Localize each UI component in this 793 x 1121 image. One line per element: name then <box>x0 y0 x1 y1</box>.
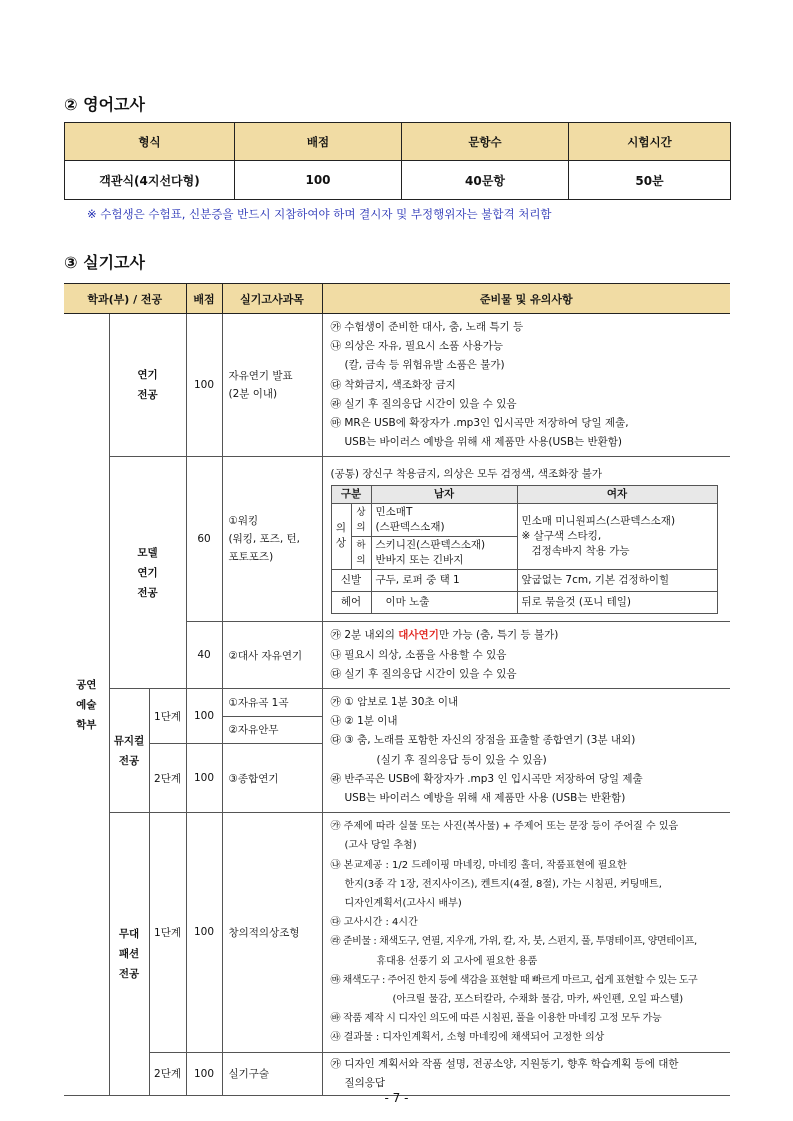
subject-musical-1b: ②자유안무 <box>222 716 322 743</box>
subject-model-walking: ①워킹 (워킹, 포즈, 턴, 포토포즈) <box>222 457 322 622</box>
cell-format: 객관식(4지선다형) <box>65 161 235 200</box>
inner-header-category: 구분 <box>331 485 371 503</box>
subject-musical-2: ③종합연기 <box>222 744 322 813</box>
score-musical-1: 100 <box>186 689 222 744</box>
stage-fashion-1: 1단계 <box>149 813 186 1052</box>
stage-musical-2: 2단계 <box>149 744 186 813</box>
notes-model-walking <box>322 457 730 622</box>
major-musical: 뮤지컬 전공 <box>109 689 149 813</box>
note-line: USB는 바이러스 예방을 위해 새 제품만 사용(USB는 반환함) <box>344 436 623 449</box>
female-hair: 뒤로 묶을것 (포니 테일) <box>517 591 717 613</box>
note-line: USB는 바이러스 예방을 위해 새 제품만 사용 (USB는 반환함) <box>344 792 626 805</box>
shoes-label: 신발 <box>331 569 371 591</box>
header-exam-time: 시험시간 <box>569 123 731 161</box>
subject-musical-1a: ①자유곡 1곡 <box>222 689 322 716</box>
header-format: 형식 <box>65 123 235 161</box>
female-shoes: 앞굽없는 7cm, 기본 검정하이힐 <box>517 569 717 591</box>
note-line: ㉴ 결과물 : 디자인계획서, 소형 마네킹에 채색되어 고정한 의상 <box>330 1032 605 1044</box>
cell-exam-time: 50분 <box>569 161 731 200</box>
header-question-count: 문항수 <box>402 123 569 161</box>
male-hair: 이마 노출 <box>371 591 517 613</box>
note-line: ㉳ 작품 제작 시 디자인 의도에 따른 시침핀, 풀을 이용한 마네킹 고정 모두 가능 <box>330 1013 662 1025</box>
note-line <box>331 626 723 645</box>
note-line: ㉯ 필요시 의상, 소품을 사용할 수 있음 <box>330 648 507 661</box>
subject-acting: 자유연기 발표 (2분 이내) <box>222 314 322 457</box>
score-model-walking: 60 <box>186 457 222 622</box>
practical-exam-table <box>64 283 730 1096</box>
english-section-title: ② 영어고사 <box>64 95 145 114</box>
department-cell: 공연 예술 학부 <box>64 314 109 1096</box>
header-notes: 준비물 및 유의사항 <box>322 284 730 314</box>
header-score: 배점 <box>186 284 222 314</box>
table-row-fashion-stage2 <box>64 1052 730 1095</box>
table-row-fashion-stage1 <box>64 813 730 1052</box>
table-header-row <box>64 284 730 314</box>
note-line: ㉮ 주제에 따라 실물 또는 사진(복사물) + 주제어 또는 문장 등이 주어질 수 있음 <box>330 821 679 833</box>
subject-fashion-1: 창의적의상조형 <box>222 813 322 1052</box>
major-acting: 연기 전공 <box>109 314 186 457</box>
cell-question-count: 40문항 <box>402 161 569 200</box>
hair-label: 헤어 <box>331 591 371 613</box>
note-line: ㉲ 채색도구 : 주어진 한지 등에 색감을 표현할 때 빠르게 마르고, 쉽게 표현할 수 있는 도구 <box>330 974 698 986</box>
stage-fashion-2: 2단계 <box>149 1052 186 1095</box>
upper-label: 상의 <box>351 503 371 536</box>
english-exam-table <box>64 122 731 200</box>
note-line: ㉮ 디자인 계획서와 작품 설명, 전공소양, 지원동기, 향후 학습계획 등에 대한 <box>330 1057 679 1070</box>
lower-label: 하의 <box>351 536 371 569</box>
note-line: (칼, 금속 등 위험유발 소품은 불가) <box>344 359 505 372</box>
note-line: (실기 후 질의응답 등이 있을 수 있음) <box>376 753 547 766</box>
notes-musical <box>322 689 730 813</box>
note-line: ㉮ 수험생이 준비한 대사, 춤, 노래 특기 등 <box>330 321 524 333</box>
note-line: ㉱ 반주곡은 USB에 확장자가 .mp3 인 입시곡만 저장하여 당일 제출 <box>330 772 643 785</box>
note-line: 디자인계획서(고사시 배부) <box>344 898 462 910</box>
male-lower: 스키니진(스판덱스소재) 반바지 또는 긴바지 <box>371 536 517 569</box>
model-dress-code-table <box>331 485 718 614</box>
note-text: ㉮ 2분 내외의 <box>330 629 399 642</box>
note-text: 만 가능 (춤, 특기 등 불가) <box>438 629 559 642</box>
table-row-model-walking <box>64 457 730 622</box>
note-line: ㉰ 실기 후 질의응답 시간이 있을 수 있음 <box>330 667 517 680</box>
notes-model-dialogue <box>322 622 730 689</box>
header-subject: 실기고사과목 <box>222 284 322 314</box>
highlight-text: 대사연기 <box>398 629 439 642</box>
stage-musical-1: 1단계 <box>149 689 186 744</box>
notes-fashion-1 <box>322 813 730 1052</box>
major-model: 모델 연기 전공 <box>109 457 186 689</box>
score-fashion-2: 100 <box>186 1052 222 1095</box>
note-line: 휴대용 선풍기 외 고사에 필요한 용품 <box>376 955 538 967</box>
subject-model-dialogue: ②대사 자유연기 <box>222 622 322 689</box>
table-row <box>65 161 731 200</box>
note-line: ㉮ ① 암보로 1분 30초 이내 <box>330 696 459 709</box>
notes-fashion-2 <box>322 1052 730 1095</box>
note-line: ㉰ 고사시간 : 4시간 <box>330 917 418 929</box>
score-fashion-1: 100 <box>186 813 222 1052</box>
table-header-row <box>65 123 731 161</box>
notes-acting <box>322 314 730 457</box>
table-row-musical-stage1a <box>64 689 730 716</box>
clothing-label: 의상 <box>331 503 351 569</box>
score-acting: 100 <box>186 314 222 457</box>
practical-section-title: ③ 실기고사 <box>64 253 145 272</box>
header-score: 배점 <box>235 123 402 161</box>
note-line: ㉰ ③ 춤, 노래를 포함한 자신의 장점을 표출할 종합연기 (3분 내외) <box>330 734 636 747</box>
note-line: ㉯ ② 1분 이내 <box>330 715 398 728</box>
note-line: ㉯ 본교제공 : 1/2 드레이핑 마네킹, 마네킹 홀더, 작품표현에 필요한 <box>330 859 627 871</box>
note-line: ㉲ MR은 USB에 확장자가 .mp3인 입시곡만 저장하여 당일 제출, <box>330 417 629 430</box>
model-common-note: (공통) 장신구 착용금지, 의상은 모두 검정색, 색조화장 불가 <box>330 467 603 480</box>
table-row-acting <box>64 314 730 457</box>
male-upper: 민소매T (스판덱스소재) <box>371 503 517 536</box>
subject-fashion-2: 실기구술 <box>222 1052 322 1095</box>
header-department: 학과(부) / 전공 <box>64 284 186 314</box>
note-line: ㉱ 준비물 : 채색도구, 연필, 지우개, 가위, 칼, 자, 붓, 스펀지, 풀, 투명테이프, 양면테이프, <box>330 936 697 948</box>
note-line: 한지(3종 각 1장, 전지사이즈), 켄트지(4절, 8절), 가는 시침핀, 커팅매트, <box>344 878 662 890</box>
cell-score: 100 <box>235 161 402 200</box>
female-clothing: 민소매 미니원피스(스판덱스소재) ※ 살구색 스타킹, 검정속바지 착용 가능 <box>517 503 717 569</box>
inner-header-female: 여자 <box>517 485 717 503</box>
english-notice: ※ 수험생은 수험표, 신분증을 반드시 지참하여야 하며 결시자 및 부정행위자는 불합격 처리함 <box>87 207 552 221</box>
inner-header-male: 남자 <box>371 485 517 503</box>
major-fashion: 무대 패션 전공 <box>109 813 149 1096</box>
note-line: (아크릴 물감, 포스터칼라, 수채화 물감, 마카, 싸인펜, 오일 파스텔) <box>392 994 684 1006</box>
score-musical-2: 100 <box>186 744 222 813</box>
note-line: ㉯ 의상은 자유, 필요시 소품 사용가능 <box>330 340 504 353</box>
note-line: (고사 당일 추첨) <box>344 840 417 852</box>
note-line: ㉱ 실기 후 질의응답 시간이 있을 수 있음 <box>330 397 517 410</box>
note-line: 질의응답 <box>344 1076 386 1089</box>
score-model-dialogue: 40 <box>186 622 222 689</box>
male-shoes: 구두, 로퍼 중 택 1 <box>371 569 517 591</box>
page-number: - 7 - <box>384 1091 409 1105</box>
note-line: ㉰ 착화금지, 색조화장 금지 <box>330 378 456 391</box>
